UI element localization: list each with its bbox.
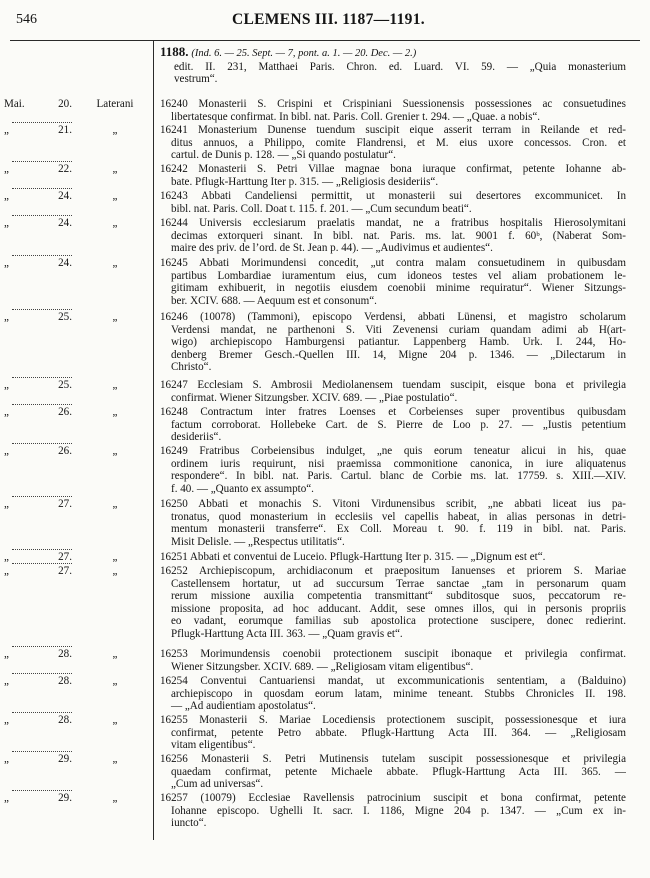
- entry-text: [160, 379, 626, 404]
- entry-line: bate. Pflugk-Harttung Iter p. 315. — „Religiosis desideriis“.: [171, 175, 439, 188]
- entry-line: 16257 (10079) Ecclesiae Ravellensis patrocinium suscipit et bona confirmat, petente: [160, 792, 626, 804]
- indiction-note: (Ind. 6. — 25. Sept. — 7, pont. a. 1. — 20. Dec. — 2.): [191, 48, 417, 59]
- entry-day: 25.: [58, 379, 72, 391]
- entry-text: [160, 792, 626, 830]
- entry-place: „: [112, 792, 118, 804]
- entry-day: 21.: [58, 124, 72, 136]
- entry-place: „: [112, 714, 118, 726]
- entry-place: „: [112, 257, 118, 269]
- entry-line: denberg Bremer Gesch.-Quellen III. 14, Migne 204 p. 1346. — „Dilectarum in: [171, 348, 626, 361]
- entry-line: 16249 Fratribus Corbeiensibus indulget, „ne quis eorum teneatur alicui in his, quae: [160, 445, 626, 457]
- entry-line: 16240 Monasterii S. Crispini et Crispiniani Suessionensis possessiones ac consuetudines: [160, 98, 626, 110]
- entry-line: 16254 Conventui Cantuariensi mandat, ut excommunicationis sententiam, a (Balduino): [160, 675, 626, 687]
- entry-line: bibl. nat. Paris. Coll. Doat t. 115. f. 201. — „Cum secundum beati“.: [171, 202, 472, 215]
- entry-month: „: [4, 675, 9, 687]
- entry-line: confirmat, petente Petro abbate. Pflugk-Harttung Acta III. 364. — „Religiosam: [171, 726, 626, 739]
- entry-month: „: [4, 498, 9, 510]
- entry-day: 29.: [58, 792, 72, 804]
- entry-text: [160, 498, 626, 548]
- entry-month: „: [4, 217, 9, 229]
- entry-text: [160, 163, 626, 188]
- entry-line: 16250 Abbati et monachis S. Vitoni Virdunensibus scribit, „ne abbati liceat ius pa-: [160, 498, 626, 510]
- entry-line: Iohanne episcopo. Ughelli It. sacr. I. 1186, Migne 204 p. 1347. — „Cum ex in-: [171, 804, 626, 817]
- entry-line: Pflugk-Harttung Acta III. 363. — „Quam gravis et“.: [171, 627, 403, 640]
- date-separator-rule: [12, 790, 72, 791]
- entry-line: quaedam confirmat, petente Michaele abbate. Pflugk-Harttung Acta III. 365. —: [171, 765, 626, 778]
- entry-place: „: [112, 379, 118, 391]
- entry-line: maire des priv. de l’ord. de St. Jean p. 44). — „Audivimus et audientes“.: [171, 242, 493, 254]
- date-separator-rule: [12, 161, 72, 162]
- entry-text: [160, 675, 626, 713]
- entry-day: 28.: [58, 648, 72, 660]
- entry-line: 16252 Archiepiscopum, archidiaconum et praepositum Ianuenses et priorem S. Mariae: [160, 565, 626, 577]
- year-heading: 1188.: [160, 44, 189, 59]
- entry-day: 27.: [58, 551, 72, 563]
- entry-place: „: [112, 406, 118, 418]
- entry-line: 16253 Morimundensis coenobii protectionem suscipit ibonaque et privilegia confirmat.: [160, 648, 626, 660]
- entry-place: „: [112, 163, 118, 175]
- entry-line: ordinem iuris requirunt, nisi praemissa commonitione canonica, in iure aliquatenus: [171, 457, 626, 470]
- entry-line: f. 40. — „Quanto ex assumpto“.: [171, 482, 314, 495]
- entry-month: Mai.: [4, 98, 25, 110]
- entry-line: Wiener Sitzungsber. XCIV. 689. — „Religiosam vitam eligentibus“.: [171, 660, 474, 673]
- entry-text: [160, 257, 626, 307]
- entry-text: [160, 311, 626, 374]
- entry-day: 28.: [58, 714, 72, 726]
- year-heading-block: [160, 46, 626, 86]
- entry-text: [160, 217, 626, 255]
- entry-month: „: [4, 753, 9, 765]
- entry-place: „: [112, 311, 118, 323]
- entry-line: 16256 Monasterii S. Petri Mutinensis tutelam suscipit possessionesque et privilegia: [160, 753, 626, 765]
- entry-month: „: [4, 648, 9, 660]
- entry-line: — „Ad audientiam apostolatus“.: [171, 700, 316, 712]
- entry-text: [160, 406, 626, 444]
- entry-line: cartul. de Dunis p. 128. — „Si quando postulatur“.: [171, 149, 396, 161]
- column-divider-left: [153, 40, 154, 840]
- entry-text: [160, 98, 626, 123]
- entry-place: „: [112, 753, 118, 765]
- entry-text: [160, 714, 626, 752]
- date-separator-rule: [12, 215, 72, 216]
- entry-month: „: [4, 163, 9, 175]
- entry-text: [160, 124, 626, 162]
- entry-line: desideriis“.: [171, 431, 222, 443]
- entry-line: 16244 Universis ecclesiarum praelatis mandat, ne a fratribus hospitalis Hierosolymitani: [160, 217, 626, 229]
- entry-line: 16247 Ecclesiam S. Ambrosii Mediolanensem tuendam suscipit, eisque bona et privilegia: [160, 379, 626, 391]
- entry-place: „: [112, 445, 118, 457]
- entry-place: „: [112, 498, 118, 510]
- entry-line: 16242 Monasterii S. Petri Villae magnae bona iuraque confirmat, petente Iohanne ab-: [160, 163, 626, 175]
- entry-line: rerum missione auxilia competentia transmittant“ subditosque suos, peccatorum re-: [171, 590, 626, 602]
- entry-line: archiepiscopo in quosdam eorum latam, minime teneant. Stubbs Chronicles II. 198.: [171, 687, 626, 700]
- entry-line: Christo“.: [171, 361, 212, 373]
- entry-line: factum corroborat. Hollebeke Cart. de S. Pierre de Loo p. 27. — „Iustis petentium: [171, 418, 626, 431]
- date-separator-rule: [12, 122, 72, 123]
- entry-text: [160, 753, 626, 791]
- entry-line: partibus Lombardiae iuramentum eius, cum idoneos testes vel aliam probationem le-: [171, 269, 626, 282]
- entry-line: 16246 (10078) (Tammoni), episcopo Verdensi, abbati Lünensi, et magistro scholarum: [160, 311, 626, 323]
- date-separator-rule: [12, 404, 72, 405]
- entry-line: 16251 Abbati et conventui de Luceio. Pflugk-Harttung Iter p. 315. — „Dignum est et“.: [160, 551, 546, 563]
- entry-place: „: [112, 551, 118, 563]
- entry-day: 27.: [58, 565, 72, 577]
- entry-place: „: [112, 124, 118, 136]
- entry-text: [160, 445, 626, 495]
- running-header: [10, 10, 640, 30]
- entry-text: [160, 551, 626, 564]
- entry-line: libertatesque confirmat. In bibl. nat. Paris. Coll. Grenier t. 294. — „Quae. a nobis“.: [171, 110, 541, 123]
- entry-line: ber. XCIV. 688. — Aequum est et consonum“.: [171, 294, 377, 307]
- entry-month: „: [4, 124, 9, 136]
- entry-month: „: [4, 406, 9, 418]
- entry-line: Verdensi mandat, ne parthenoni S. Viti Zevenensi curiam quandam adimi ab H(art-: [171, 323, 626, 336]
- entry-line: confirmat. Wiener Sitzungsber. XCIV. 689. — „Piae postulatio“.: [171, 391, 458, 404]
- entry-day: 26.: [58, 445, 72, 457]
- entry-line: Castellensem hortatur, ut ad succursum Terrae sanctae „tam in personarum quam: [171, 577, 626, 590]
- entry-day: 24.: [58, 217, 72, 229]
- date-separator-rule: [12, 751, 72, 752]
- entry-line: ditus annuos, a Philippo, comite Flandrensi, et M. eius uxore concessos. Cron. et: [171, 136, 626, 149]
- entry-line: 16241 Monasterium Dunense tuendum suscipit eique asserit terram in Reilande et red-: [160, 124, 626, 136]
- date-separator-rule: [12, 188, 72, 189]
- entry-line: vitam eligentibus“.: [171, 739, 256, 751]
- date-separator-rule: [12, 646, 72, 647]
- entry-day: 28.: [58, 675, 72, 687]
- date-separator-rule: [12, 377, 72, 378]
- entry-day: 25.: [58, 311, 72, 323]
- date-separator-rule: [12, 673, 72, 674]
- page-number: 546: [16, 12, 37, 27]
- entry-month: „: [4, 565, 9, 577]
- entry-month: „: [4, 792, 9, 804]
- entry-day: 24.: [58, 190, 72, 202]
- entry-place: „: [112, 190, 118, 202]
- header-rule: [10, 40, 640, 41]
- entry-month: „: [4, 190, 9, 202]
- intro-line: vestrum“.: [174, 73, 218, 85]
- date-separator-rule: [12, 712, 72, 713]
- entry-line: 16248 Contractum inter fratres Loenses et Corbeienses super proventibus quibusdam: [160, 406, 626, 418]
- entry-place: „: [112, 565, 118, 577]
- entry-month: „: [4, 379, 9, 391]
- entry-line: Misit Delisle. — „Respectus utilitatis“.: [171, 535, 345, 548]
- entry-month: „: [4, 257, 9, 269]
- entry-line: decimas extorqueri sinant. In bibl. nat. Paris. ms. lat. 9001 f. 60ᵇ, (Naberat Som-: [171, 229, 626, 242]
- entry-day: 24.: [58, 257, 72, 269]
- date-separator-rule: [12, 443, 72, 444]
- entry-place: „: [112, 217, 118, 229]
- page-title: CLEMENS III. 1187—1191.: [232, 11, 425, 28]
- date-separator-rule: [12, 549, 72, 550]
- date-separator-rule: [12, 496, 72, 497]
- date-separator-rule: [12, 255, 72, 256]
- entry-line: gitimam exhibuerit, in negotiis eiusdem coenobii minime requiratur“. Wiener Sitzungs-: [171, 282, 626, 294]
- intro-line: edit. II. 231, Matthaei Paris. Chron. ed. Luard. VI. 59. — „Quia monasterium: [174, 60, 626, 73]
- entry-line: eo vadant, eorumque familias sub apostolica protectione suscipere, donec redierint.: [171, 615, 626, 627]
- entry-month: „: [4, 445, 9, 457]
- entry-place: Laterani: [96, 98, 134, 110]
- entry-day: 20.: [58, 98, 72, 110]
- entry-month: „: [4, 551, 9, 563]
- entry-day: 26.: [58, 406, 72, 418]
- entry-line: 16245 Abbati Morimundensi concedit, „ut contra malam consuetudinem in quibusdam: [160, 257, 626, 269]
- entry-text: [160, 190, 626, 215]
- entry-day: 22.: [58, 163, 72, 175]
- entry-text: [160, 565, 626, 640]
- entry-month: „: [4, 311, 9, 323]
- entry-line: 16255 Monasterii S. Mariae Locediensis protectionem suscipit, possessionesque et iura: [160, 714, 626, 726]
- date-separator-rule: [12, 563, 72, 564]
- entry-month: „: [4, 714, 9, 726]
- entry-place: „: [112, 648, 118, 660]
- entry-line: „Cum ad universas“.: [171, 778, 264, 790]
- entry-day: 29.: [58, 753, 72, 765]
- entry-place: „: [112, 675, 118, 687]
- entry-line: wigo) archiepiscopo Hamburgensi patiantur. Lappenberg Hamb. Urk. I. 244, Ho-: [171, 336, 626, 348]
- entry-line: missione proposita, ad hoc adducant. Addit, sese omnes illos, qui in personis propriis: [171, 602, 626, 615]
- entry-text: [160, 648, 626, 673]
- entry-day: 27.: [58, 498, 72, 510]
- date-separator-rule: [12, 309, 72, 310]
- entry-line: tronatus, quod monasterium in ecclesiis vel capellis habeat, in alias personas in detri-: [171, 510, 626, 523]
- entry-line: mentum monasterii transferre“. Ex Coll. Moreau t. 90. f. 119 in bibl. nat. Paris.: [171, 523, 626, 535]
- entry-line: 16243 Abbati Candeliensi permittit, ut monasterii sui desertores excommunicet. In: [160, 190, 626, 202]
- entry-line: respondere“. In bibl. nat. Paris. Cartul. blanc de Corbie ms. lat. 17759. s. XIII.—XIV.: [171, 470, 626, 482]
- entry-line: iuncto“.: [171, 817, 207, 829]
